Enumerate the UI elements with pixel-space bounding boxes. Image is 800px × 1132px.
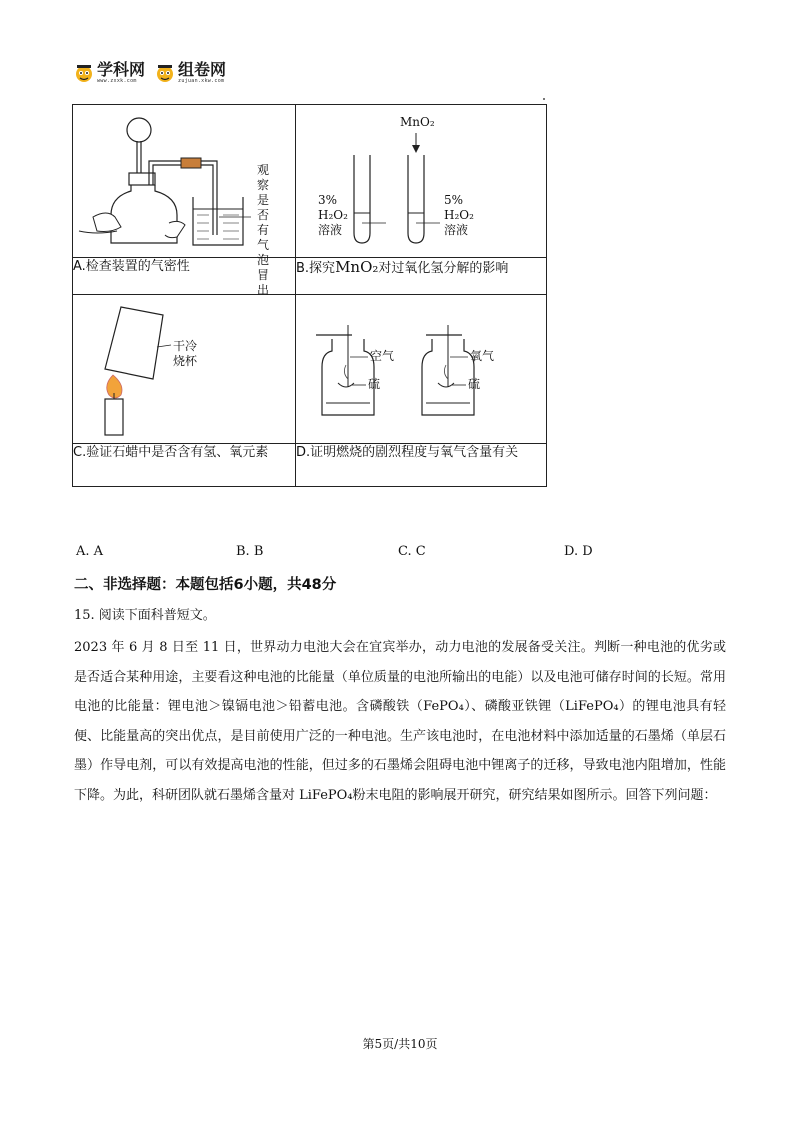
caption-c: C.验证石蜡中是否含有氢、氧元素 xyxy=(73,444,296,487)
right-concentration-label: 5% H₂O₂ 溶液 xyxy=(444,193,474,237)
header-logos xyxy=(74,62,226,84)
observe-label: 观察 是否 有气 泡冒 出 xyxy=(257,163,270,297)
brand1-url: www.zxxk.com xyxy=(97,78,137,84)
reading-passage xyxy=(74,633,726,810)
question-15: 15. 阅读下面科普短文。 xyxy=(74,608,216,623)
page-number: 第5页/共10页 xyxy=(362,1037,438,1051)
right-sulfur-label: 硫 xyxy=(468,377,481,391)
air-label: 空气 xyxy=(370,349,395,363)
mascot-icon xyxy=(74,63,94,83)
caption-d: D.证明燃烧的剧烈程度与氧气含量有关 xyxy=(296,444,547,487)
mascot-icon xyxy=(155,63,175,83)
brand2-name: 组卷网 xyxy=(178,60,227,79)
left-concentration-label: 3% H₂O₂ 溶液 xyxy=(318,193,348,237)
brand-zujuan xyxy=(155,62,226,84)
passage-text: 2023 年 6 月 8 日至 11 日，世界动力电池大会在宜宾举办，动力电池的发展备受关注。判断一种电池的优劣或是否适合某种用途，主要看这种电池的比能量（单位质量的电池所输出的电能）以及电池可储存时间的长短。常用电池的比能量：锂电池＞镍镉电池＞铅蓄电池。含磷酸铁（FePO₄）、磷酸亚铁锂（LiFePO₄）的锂电池具有轻便、比能量高的突出优点，是目前使用广泛的一种电池。生产该电池时，在电池材料中添加适量的石墨烯（单层石墨）作导电剂，可以有效提高电池的性能，但过多的石墨烯会阻碍电池中锂离子的迁移，导致电池内阻增加，性能下降。为此，科研团队就石墨烯含量对 LiFePO₄粉末电阻的影响展开研究，研究结果如图所示。回答下列问题： xyxy=(74,640,726,803)
oxygen-label: 氧气 xyxy=(470,349,495,363)
caption-a: A.检查装置的气密性 xyxy=(73,258,296,295)
option-c[interactable]: C. C xyxy=(398,544,426,559)
cold-beaker-label: 干冷 烧杯 xyxy=(173,339,198,368)
option-d[interactable]: D. D xyxy=(564,544,593,559)
figure-c xyxy=(73,295,296,444)
figure-b xyxy=(296,105,547,258)
experiment-table xyxy=(72,104,547,487)
stray-dot xyxy=(543,98,545,100)
figure-d xyxy=(296,295,547,444)
brand-zxxk xyxy=(74,62,145,84)
brand1-name: 学科网 xyxy=(97,60,146,79)
caption-b: B.探究MnO₂对过氧化氢分解的影响 xyxy=(296,258,547,295)
mno2-label: MnO₂ xyxy=(400,115,435,129)
sulfur-combustion xyxy=(296,295,546,439)
section-title: 二、非选择题：本题包括6小题，共48分 xyxy=(74,577,337,593)
option-a[interactable]: A. A xyxy=(76,544,104,559)
option-b[interactable]: B. B xyxy=(236,544,264,559)
brand2-url: zujuan.xkw.com xyxy=(178,78,225,84)
left-sulfur-label: 硫 xyxy=(368,377,381,391)
